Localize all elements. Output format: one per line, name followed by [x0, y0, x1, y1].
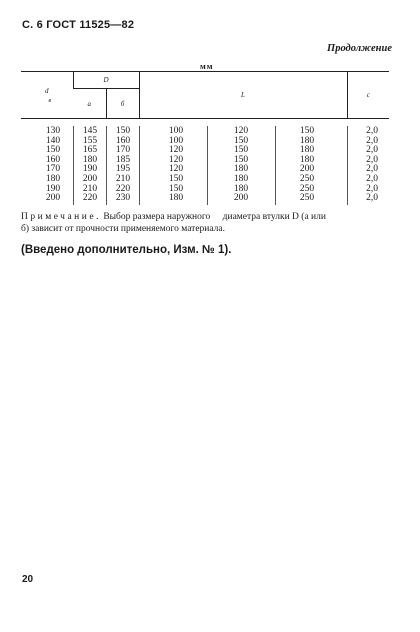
- cell-l: 200: [299, 164, 315, 175]
- cell-d: 170: [45, 164, 61, 175]
- amendment-note: (Введено дополнительно, Изм. № 1).: [21, 244, 232, 256]
- cell-l: 180: [233, 183, 249, 194]
- cell-a: 190: [82, 164, 98, 175]
- column-l2: [221, 127, 261, 204]
- header-L: L: [139, 72, 347, 119]
- table-body: [21, 126, 389, 205]
- cell-l: 250: [299, 173, 315, 184]
- column-divider: [347, 126, 348, 205]
- cell-c: 2,0: [366, 126, 378, 136]
- cell-a: 200: [82, 173, 98, 184]
- cell-c: 2,0: [366, 193, 378, 204]
- header-d: d в: [21, 72, 73, 119]
- cell-c: 2,0: [366, 164, 378, 175]
- note-lead: Примечание.: [21, 212, 101, 222]
- cell-l: 150: [233, 135, 249, 146]
- cell-c: 2,0: [366, 183, 378, 194]
- cell-b: 195: [115, 164, 131, 175]
- cell-b: 220: [115, 183, 131, 194]
- column-divider: [207, 126, 208, 205]
- header-d-sub: в: [48, 97, 52, 104]
- cell-a: 155: [82, 135, 98, 146]
- cell-b: 150: [115, 126, 131, 136]
- cell-d: 180: [45, 173, 61, 184]
- cell-d: 190: [45, 183, 61, 194]
- cell-l: 150: [168, 183, 184, 194]
- cell-c: 2,0: [366, 145, 378, 156]
- cell-l: 180: [299, 145, 315, 156]
- note-paragraph: [21, 211, 393, 235]
- header-D: D: [73, 72, 139, 89]
- note-line-1: [21, 211, 393, 223]
- cell-c: 2,0: [366, 173, 378, 184]
- cell-l: 180: [299, 154, 315, 165]
- column-divider: [275, 126, 276, 205]
- column-l3: [287, 127, 327, 204]
- cell-d: 200: [45, 193, 61, 204]
- cell-l: 100: [168, 135, 184, 146]
- cell-l: 180: [299, 135, 315, 146]
- column-b: [107, 127, 139, 204]
- cell-d: 160: [45, 154, 61, 165]
- cell-l: 200: [233, 193, 249, 204]
- cell-a: 165: [82, 145, 98, 156]
- cell-a: 180: [82, 154, 98, 165]
- cell-l: 120: [233, 126, 249, 136]
- cell-l: 180: [233, 173, 249, 184]
- note-line-2: б) зависит от прочности применяемого материала.: [21, 224, 226, 234]
- header-a: а: [73, 89, 106, 119]
- header-c: c: [347, 72, 389, 119]
- cell-l: 100: [168, 126, 184, 136]
- cell-a: 210: [82, 183, 98, 194]
- column-d: [33, 127, 73, 204]
- cell-l: 150: [168, 173, 184, 184]
- cell-d: 140: [45, 135, 61, 146]
- cell-b: 210: [115, 173, 131, 184]
- cell-b: 230: [115, 193, 131, 204]
- cell-l: 150: [233, 154, 249, 165]
- table-header: [21, 71, 389, 119]
- cell-l: 120: [168, 154, 184, 165]
- cell-d: 150: [45, 145, 61, 156]
- note-text-a: Выбор размера наружного: [103, 212, 211, 222]
- cell-d: 130: [45, 126, 61, 136]
- cell-b: 185: [115, 154, 131, 165]
- column-l1: [156, 127, 196, 204]
- cell-l: 180: [168, 193, 184, 204]
- cell-l: 180: [233, 164, 249, 175]
- cell-l: 120: [168, 164, 184, 175]
- header-b: б: [106, 89, 139, 119]
- column-divider: [139, 126, 140, 205]
- cell-b: 160: [115, 135, 131, 146]
- note-text-b: диаметра втулки D (а или: [222, 212, 326, 222]
- unit-label: мм: [200, 61, 214, 71]
- column-c: [354, 127, 390, 204]
- cell-l: 250: [299, 183, 315, 194]
- cell-l: 150: [299, 126, 315, 136]
- cell-a: 145: [82, 126, 98, 136]
- cell-c: 2,0: [366, 154, 378, 165]
- page-header: С. 6 ГОСТ 11525—82: [22, 19, 135, 31]
- cell-b: 170: [115, 145, 131, 156]
- cell-l: 250: [299, 193, 315, 204]
- cell-c: 2,0: [366, 135, 378, 146]
- cell-l: 150: [233, 145, 249, 156]
- page-number: 20: [22, 574, 34, 585]
- cell-l: 120: [168, 145, 184, 156]
- cell-a: 220: [82, 193, 98, 204]
- column-a: [74, 127, 106, 204]
- continuation-label: Продолжение: [327, 43, 392, 54]
